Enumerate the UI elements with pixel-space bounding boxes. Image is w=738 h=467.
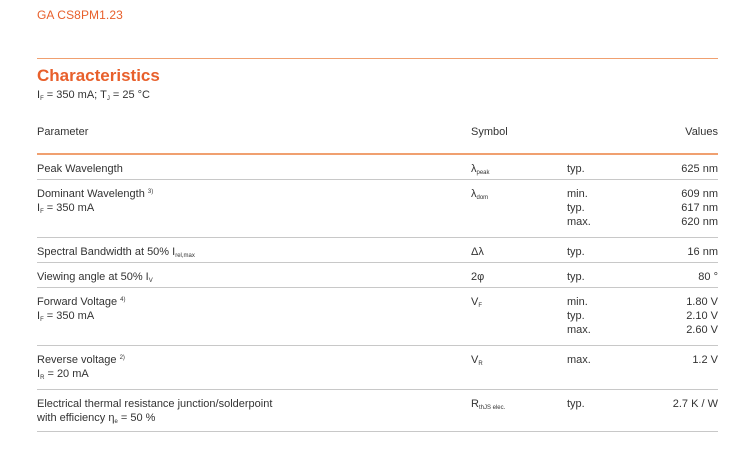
parameter-cell	[37, 187, 153, 215]
condition-rest: = 350 mA	[43, 202, 95, 214]
cond-if-sub: F	[40, 96, 44, 102]
footnote-ref: 4)	[120, 297, 126, 303]
parameter-text: Spectral Bandwidth at 50% I	[37, 246, 176, 258]
value-cell	[698, 270, 718, 284]
parameter-cell	[37, 353, 125, 381]
condition-sub: F	[40, 209, 44, 215]
table-row	[37, 263, 718, 288]
qualifier-cell	[567, 353, 591, 367]
symbol-cell	[471, 353, 483, 367]
table-row	[37, 155, 718, 180]
symbol-sub: R	[478, 361, 483, 367]
symbol-main: 2φ	[471, 271, 485, 283]
column-header-symbol: Symbol	[471, 126, 508, 138]
qualifier-cell	[567, 162, 585, 176]
value-cell	[673, 397, 718, 411]
condition-main: I	[37, 310, 41, 322]
parameter-sub: rel,max	[175, 253, 195, 259]
symbol-main: λ	[471, 188, 477, 200]
value: 2.60 V	[686, 324, 718, 336]
value: 620 nm	[681, 216, 718, 228]
table-row	[37, 180, 718, 238]
footnote-ref: 2)	[119, 355, 125, 361]
symbol-main: λ	[471, 163, 477, 175]
table-row	[37, 390, 718, 432]
qualifier-cell	[567, 295, 591, 337]
value: 80 °	[698, 271, 718, 283]
parameter-cell	[37, 245, 195, 259]
condition-main: I	[37, 368, 41, 380]
parameter-condition	[37, 411, 272, 425]
parameter-name	[37, 353, 125, 367]
footnote-ref: 3)	[147, 189, 154, 195]
condition-rest: = 350 mA	[43, 310, 95, 322]
qualifier: typ.	[567, 163, 585, 175]
parameter-text: Reverse voltage	[37, 354, 117, 366]
parameter-cell	[37, 270, 153, 284]
symbol-sub: dom	[476, 195, 489, 201]
header-divider	[37, 58, 718, 59]
value: 609 nm	[681, 188, 718, 200]
parameter-name: Peak Wavelength	[37, 163, 123, 175]
symbol-main: V	[471, 296, 479, 308]
document-id: GA CS8PM1.23	[37, 8, 123, 22]
value: 625 nm	[681, 163, 718, 175]
condition-sub: F	[40, 317, 44, 323]
condition-main: with efficiency η	[37, 412, 115, 424]
parameter-text: Viewing angle at 50% I	[37, 271, 149, 283]
test-conditions	[37, 88, 150, 102]
qualifier: typ.	[567, 310, 585, 322]
parameter-text: Dominant Wavelength	[37, 188, 145, 200]
cond-if-value: = 350 mA; T	[43, 89, 107, 101]
qualifier: typ.	[567, 246, 585, 258]
condition-rest: = 20 mA	[44, 368, 89, 380]
parameter-condition	[37, 201, 153, 215]
qualifier: max.	[567, 324, 591, 336]
parameter-cell	[37, 397, 272, 425]
parameter-name	[37, 295, 126, 309]
value: 16 nm	[687, 246, 718, 258]
parameter-cell	[37, 295, 126, 323]
cond-tj-value: = 25 °C	[109, 89, 150, 101]
condition-sub: e	[114, 419, 118, 425]
value-cell	[692, 353, 718, 367]
qualifier-cell	[567, 397, 585, 411]
value-cell	[681, 187, 718, 229]
value: 2.7 K / W	[672, 398, 718, 410]
qualifier: typ.	[567, 202, 585, 214]
qualifier-cell	[567, 270, 585, 284]
characteristics-table	[37, 155, 718, 432]
qualifier-cell	[567, 187, 591, 229]
parameter-name	[37, 245, 195, 259]
qualifier: typ.	[567, 398, 585, 410]
table-row	[37, 346, 718, 390]
qualifier: typ.	[567, 271, 585, 283]
parameter-name	[37, 187, 153, 201]
value-cell	[681, 162, 718, 176]
symbol-sub: F	[478, 303, 483, 309]
parameter-name: Electrical thermal resistance junction/solderpoint	[37, 398, 273, 410]
symbol-main: Δλ	[471, 246, 484, 258]
qualifier: min.	[567, 188, 588, 200]
symbol-sub: peak	[476, 170, 490, 176]
parameter-text: Forward Voltage	[37, 296, 118, 308]
symbol-cell	[471, 295, 482, 309]
cond-if-prefix: I	[37, 89, 41, 101]
value: 1.2 V	[692, 354, 718, 366]
condition-sub: R	[40, 375, 45, 381]
table-header	[37, 122, 718, 142]
value: 1.80 V	[686, 296, 718, 308]
condition-main: I	[37, 202, 41, 214]
symbol-main: R	[471, 398, 479, 410]
parameter-cell	[37, 162, 123, 176]
symbol-cell	[471, 245, 484, 259]
symbol-cell	[471, 187, 488, 201]
parameter-sub: V	[148, 278, 153, 284]
qualifier: max.	[567, 216, 591, 228]
column-header-values: Values	[685, 126, 718, 138]
value: 2.10 V	[686, 310, 718, 322]
qualifier: max.	[567, 354, 591, 366]
value-cell	[687, 245, 718, 259]
parameter-condition	[37, 309, 126, 323]
column-header-parameter: Parameter	[37, 126, 89, 138]
symbol-sub: thJS elec.	[478, 405, 506, 411]
symbol-cell	[471, 397, 505, 411]
table-row	[37, 288, 718, 346]
cond-tj-sub: J	[106, 96, 110, 102]
parameter-name	[37, 270, 153, 284]
value-cell	[686, 295, 718, 337]
qualifier-cell	[567, 245, 585, 259]
symbol-cell	[471, 270, 484, 284]
parameter-condition	[37, 367, 125, 381]
value: 617 nm	[681, 202, 718, 214]
qualifier: min.	[567, 296, 588, 308]
table-row	[37, 238, 718, 263]
symbol-main: V	[471, 354, 479, 366]
condition-rest: = 50 %	[117, 412, 156, 424]
symbol-cell	[471, 162, 490, 176]
section-title: Characteristics	[37, 66, 160, 85]
